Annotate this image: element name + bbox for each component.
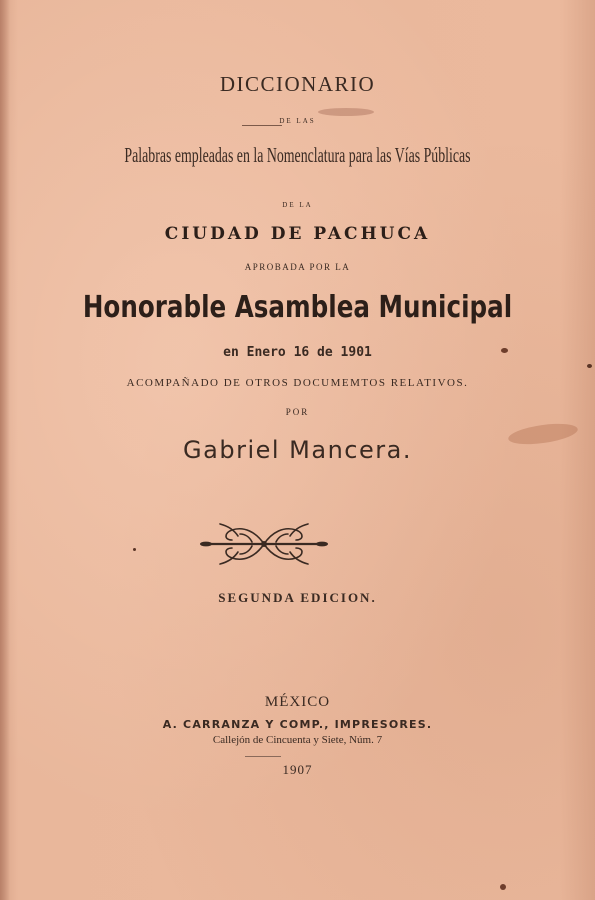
paper-spot <box>587 364 592 368</box>
publication-year: 1907 <box>282 762 313 777</box>
assembly-name: Honorable Asamblea Municipal <box>82 290 513 325</box>
by-label: POR <box>285 407 310 417</box>
accompanying-docs: ACOMPAÑADO DE OTROS DOCUMEMTOS RELATIVOS. <box>126 377 469 389</box>
subtitle-palabras: Palabras empleadas en la Nomenclatura para las Vías Públicas <box>124 143 471 167</box>
title-rule <box>242 125 282 126</box>
city-name: CIUDAD DE PACHUCA <box>164 224 431 244</box>
small-caps-de-la: DE LA <box>282 201 313 209</box>
approved-by: APROBADA POR LA <box>244 262 351 272</box>
edition-label: SEGUNDA EDICION. <box>218 590 377 605</box>
printer-name: A. CARRANZA Y COMP., IMPRESORES. <box>162 718 433 731</box>
printer-address: Callejón de Cincuenta y Siete, Núm. 7 <box>212 734 383 746</box>
paper-stain <box>318 108 374 116</box>
floral-scroll-ornament-icon <box>200 520 328 568</box>
author-name: Gabriel Mancera. <box>183 436 412 464</box>
approval-date: en Enero 16 de 1901 <box>223 345 372 360</box>
title-diccionario: DICCIONARIO <box>219 72 376 96</box>
publication-place: MÉXICO <box>264 694 331 710</box>
year-rule <box>245 756 281 757</box>
small-caps-de-las: DE LAS <box>279 117 316 125</box>
paper-spot <box>500 884 506 890</box>
paper-spot <box>133 548 136 551</box>
